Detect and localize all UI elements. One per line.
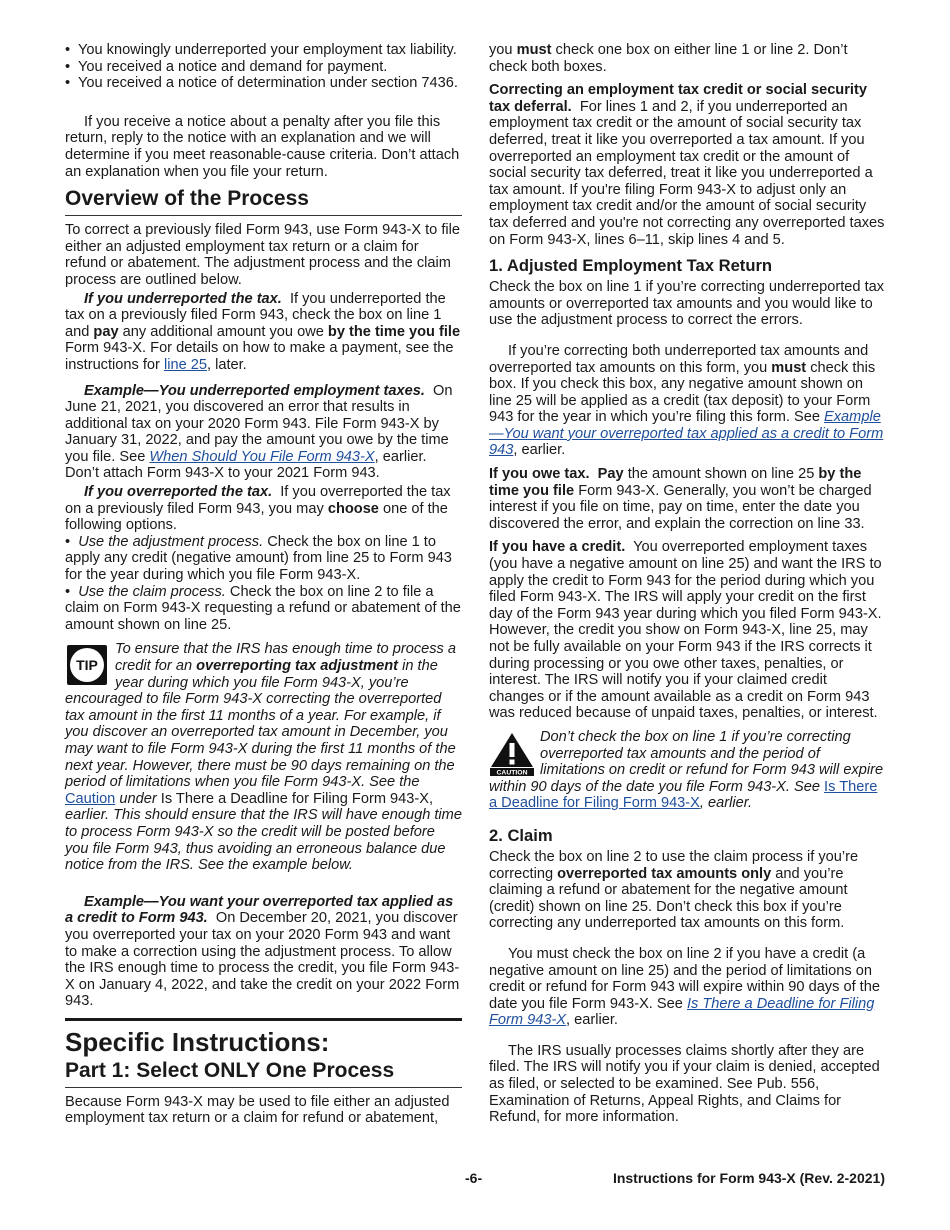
have-credit-paragraph: If you have a credit. You overreported employment taxes (you have a negative amount on line 25) and want the IRS to apply the credit to Form 943 for the period during which you filed Form 943-X. The IRS will apply your credit on the first day of the Form 943 year during which you filed Form 943-X. However, the credit you show on Form 943-X, line 25, may not be fully available on your Form 943 if the IRS corrects it during processing or you owe other taxes, penalties, or interest. The IRS will notify you if your claimed credit changes or if the amount available as a credit on Form 943 was reduced because of unpaid taxes, penalties, or interest. (489, 539, 882, 722)
tip-text: To ensure that the IRS has enough time to process a credit for an overreporting tax adjustment in the year during which you file Form 943-X, you’re encouraged to file Form 943-X correcting the overreported tax amount in the first 11 months of a year. For example, if you discover an overreported tax amount in December, you may want to file Form 943-X during the first 11 months of the next year. However, there must be 90 days remaining on the period of limitations when you file Form 943-X. See the Caution under Is There a Deadline for Filing Form 943-X, earlier. This should ensure that the IRS will have enough time to process Form 943-X so the credit will be posted before you file Form 943, thus avoiding an erroneous balance due notice from the IRS. See the example below. (65, 641, 462, 874)
tip-icon (65, 643, 109, 687)
overview-heading: Overview of the Process (65, 187, 462, 216)
owe-tax-paragraph: If you owe tax. Pay the amount shown on line 25 by the time you file Form 943-X. Generally, you won’t be charged interest if you file on time, pay on time, enter the date you discovered the error, and explain the correction on line 33. (489, 466, 872, 532)
right-column (489, 42, 886, 1133)
adjusted-return-p2: If you’re correcting both underreported tax amounts and overreported tax amounts on this form, you must check this box. If you check this box, any negative amount shown on line 25 will be applied as a credit (tax deposit) to your Form 943 for the year in which you’re filing this form. See Example—You want your overreported tax applied as a credit to Form 943, earlier. (489, 342, 884, 459)
svg-text:CAUTION: CAUTION (496, 769, 528, 777)
left-column (65, 42, 462, 1134)
option-claim: • Use the claim process. Check the box on line 2 to file a claim on Form 943-X requesting a refund or abatement of the amount shown on line 25. (65, 583, 461, 633)
caution-icon (489, 731, 535, 777)
specific-instructions-heading: Specific Instructions: (65, 1018, 462, 1057)
claim-p2: You must check the box on line 2 if you have a credit (a negative amount on line 25) and the period of limitations on credit or refund for Form 943 will expire within 90 days of the date you file Form 943-X. See Is There a Deadline for Filing Form 943-X, earlier. (489, 945, 880, 1029)
underreported-paragraph: If you underreported the tax. If you underreported the tax on a previously filed Form 943, check the box on line 1 and pay any additional amount you owe by the time you file Form 943-X. For details on how to make a payment, see the instructions for line 25, later. (65, 290, 461, 373)
bullet-item: • You knowingly underreported your employment tax liability. (65, 42, 457, 58)
deadline-link-2[interactable]: Is There a Deadline for Filing Form 943-X (489, 995, 875, 1029)
svg-text:TIP: TIP (76, 657, 98, 674)
example-overreported: Example—You want your overreported tax applied as a credit to Form 943. On December 20, 2021, you discover you overreported your tax on your 2020 Form 943 and want to make a correction using the adjustment process. To allow the IRS enough time to process the credit, you file Form 943-X on January 4, 2022, and take the credit on your 2022 Form 943. (65, 893, 460, 1010)
claim-heading: 2. Claim (489, 825, 553, 845)
example-underreported: Example—You underreported employment taxes. On June 21, 2021, you discovered an error that results in additional tax on your 2020 Form 943. File Form 943-X by January 31, 2022, and pay the amount you owe by the time you file. See When Should You File Form 943-X, earlier. Don’t attach Form 943-X to your 2021 Form 943. (65, 382, 453, 482)
bullet-item: • You received a notice and demand for payment. (65, 58, 388, 75)
caution-link[interactable]: Caution (65, 790, 116, 807)
example-credit-link[interactable]: Example—You want your overreported tax applied as a credit to Form 943 (489, 409, 884, 459)
caution-box (489, 729, 886, 812)
continuation-paragraph: you must check one box on either line 1 or line 2. Don’t check both boxes. (489, 42, 848, 75)
adjusted-return-heading: 1. Adjusted Employment Tax Return (489, 256, 773, 276)
line-25-link[interactable]: line 25 (163, 356, 207, 373)
form-title-footer: Instructions for Form 943-X (Rev. 2-2021) (612, 1170, 885, 1186)
caution-text: Don’t check the box on line 1 if you’re correcting overreported tax amounts and the period of limitations on credit or refund for Form 943 will expire within 90 days of the date you file Form 943-X. See Is There a Deadline for Filing Form 943-X, earlier. (489, 728, 884, 812)
overreported-paragraph: If you overreported the tax. If you overreported the tax on a previously filed Form 943, you may choose one of the following options. (65, 484, 451, 534)
bullet-item: • You received a notice of determination under section 7436. (65, 75, 458, 92)
overview-intro: To correct a previously filed Form 943, use Form 943-X to file either an adjusted employment tax return or a claim for refund or abatement. The adjustment process and the claim process are outlined below. (65, 222, 460, 288)
adjusted-return-p1: Check the box on line 1 if you’re correcting underreported tax amounts or overreported tax amounts and you would like to use the adjustment process to correct the errors. (489, 279, 885, 329)
part1-heading: Part 1: Select ONLY One Process (65, 1059, 462, 1088)
claim-p1: Check the box on line 2 to use the claim process if you’re correcting overreported tax amounts only and you’re claiming a refund or abatement for the negative amount (credit) shown on line 25. Don’t check this box if you’re correcting any underreported tax amounts on this form. (489, 848, 859, 932)
claim-p3: The IRS usually processes claims shortly after they are filed. The IRS will notify you if your claim is denied, accepted as filed, or selected to be examined. See Pub. 556, Examination of Returns, Appeal Rights, and Claims for Refund, for more information. (489, 1042, 880, 1126)
page-number: -6- (465, 1170, 483, 1186)
penalty-paragraph: If you receive a notice about a penalty after you file this return, reply to the notice with an explanation and we will determine if you meet reasonable-cause criteria. Don’t attach an explanation when you file your return. (65, 113, 460, 180)
part1-text: Because Form 943-X may be used to file either an adjusted employment tax return or a claim for refund or abatement, (65, 1093, 450, 1127)
deadline-link[interactable]: Is There a Deadline for Filing Form 943-X (489, 778, 878, 812)
tip-box (65, 641, 462, 873)
option-adjustment: • Use the adjustment process. Check the box on line 1 to apply any credit (negative amount) from line 25 to Form 943 for the year during which you file Form 943-X. (65, 533, 452, 584)
correcting-credit-paragraph: Correcting an employment tax credit or social security tax deferral. For lines 1 and 2, if you underreported an employment tax credit or the amount of social security tax deferred, treat it like you overreported a tax amount. If you overreported an employment tax credit or the amount of social security tax deferred, treat it like you underreported a tax amount. If you're filing Form 943-X to adjust only an employment tax credit and/or the amount of social security tax deferred and you're not correcting any overreported taxes on Form 943-X, lines 6–11, skip lines 4 and 5. (489, 82, 885, 248)
when-should-you-file-link[interactable]: When Should You File Form 943-X (149, 448, 375, 465)
